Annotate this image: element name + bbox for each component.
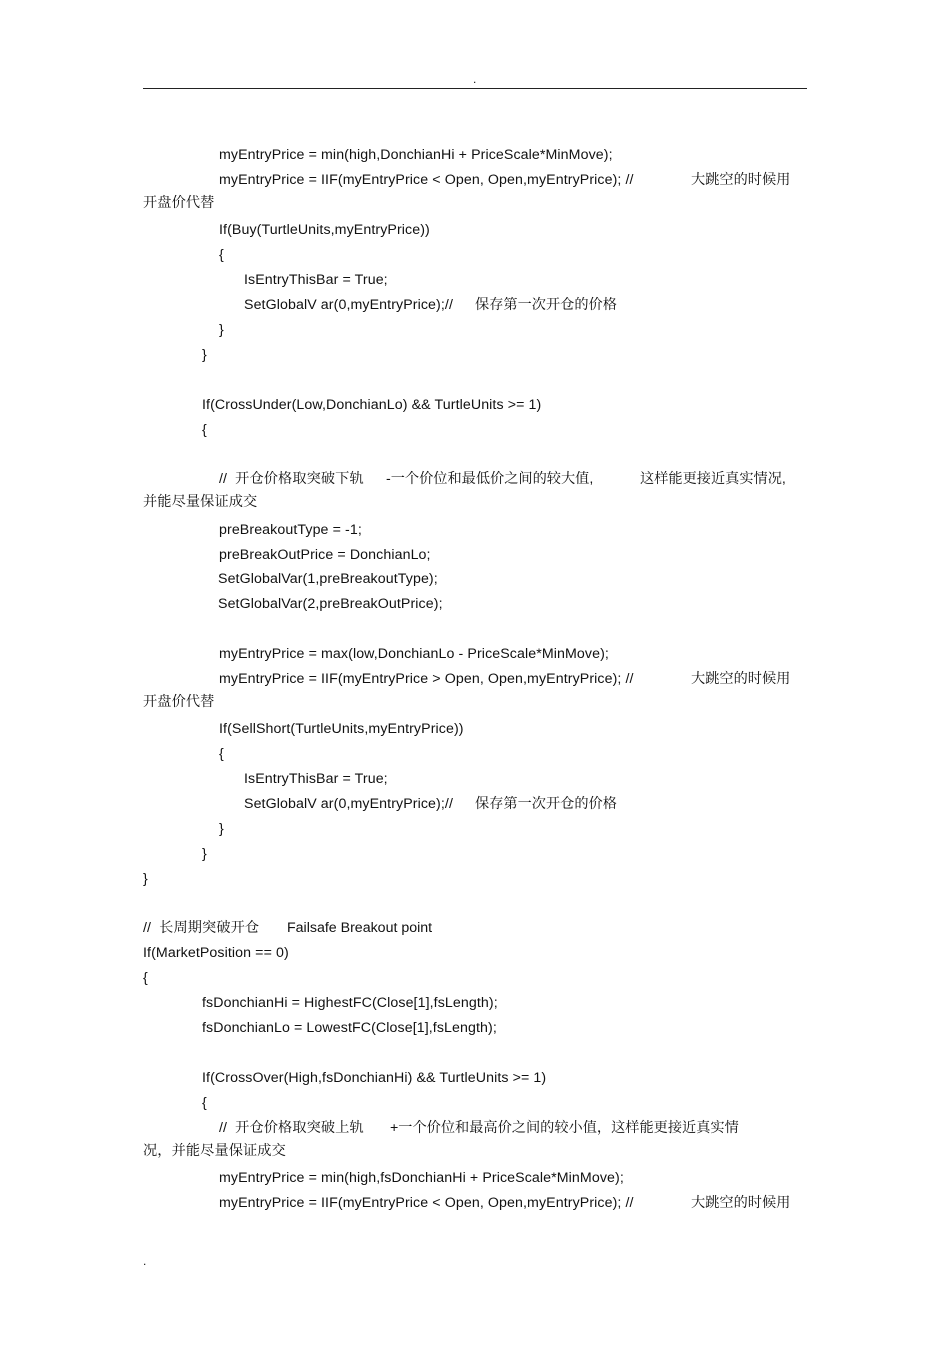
code-line: fsDonchianLo = LowestFC(Close[1],fsLength); <box>202 1020 497 1036</box>
code-line: { <box>143 970 148 986</box>
footer-mark: . <box>143 1254 147 1268</box>
header-mark: . <box>473 72 477 86</box>
code-comment: +一个价位和最高价之间的较小值，这样能更接近真实情 <box>390 1120 739 1136</box>
code-line: SetGlobalV ar(0,myEntryPrice);// <box>244 796 453 812</box>
code-line: { <box>202 422 207 438</box>
code-line: } <box>219 821 224 837</box>
code-line: // 开仓价格取突破下轨 <box>219 471 364 487</box>
code-line: preBreakoutType = -1; <box>219 522 362 538</box>
header-rule <box>143 88 807 89</box>
code-line: { <box>219 746 224 762</box>
code-line: } <box>143 871 148 887</box>
code-comment: Failsafe Breakout point <box>287 920 433 936</box>
code-line: SetGlobalV ar(0,myEntryPrice);// <box>244 297 453 313</box>
code-comment: 保存第一次开仓的价格 <box>475 297 617 313</box>
code-line: { <box>202 1095 207 1111</box>
code-line: 况，并能尽量保证成交 <box>143 1143 286 1159</box>
code-line: } <box>202 347 207 363</box>
code-line: // 长周期突破开仓 <box>143 920 260 936</box>
code-line: SetGlobalVar(2,preBreakOutPrice); <box>218 596 443 612</box>
code-line: If(CrossUnder(Low,DonchianLo) && TurtleUnits >= 1) <box>202 397 542 413</box>
code-line: myEntryPrice = IIF(myEntryPrice < Open, Open,myEntryPrice); // <box>219 172 634 188</box>
code-line: // 开仓价格取突破上轨 <box>219 1120 364 1136</box>
code-line: myEntryPrice = IIF(myEntryPrice < Open, Open,myEntryPrice); // <box>219 1195 634 1211</box>
code-line: IsEntryThisBar = True; <box>244 771 388 787</box>
code-comment: 大跳空的时候用 <box>691 172 791 188</box>
code-comment: 这样能更接近真实情况, <box>640 471 786 487</box>
code-line: 开盘价代替 <box>143 694 215 710</box>
code-line: 并能尽量保证成交 <box>143 494 258 510</box>
code-line: myEntryPrice = min(high,fsDonchianHi + PriceScale*MinMove); <box>219 1170 624 1186</box>
code-line: myEntryPrice = min(high,DonchianHi + PriceScale*MinMove); <box>219 147 613 163</box>
code-line: } <box>202 846 207 862</box>
code-line: 开盘价代替 <box>143 195 215 211</box>
code-line: SetGlobalVar(1,preBreakoutType); <box>218 571 438 587</box>
code-comment: 大跳空的时候用 <box>691 671 791 687</box>
code-line: myEntryPrice = max(low,DonchianLo - PriceScale*MinMove); <box>219 646 609 662</box>
code-line: myEntryPrice = IIF(myEntryPrice > Open, Open,myEntryPrice); // <box>219 671 634 687</box>
code-comment: -一个价位和最低价之间的较大值, <box>386 471 594 487</box>
code-line: } <box>219 322 224 338</box>
code-line: If(CrossOver(High,fsDonchianHi) && TurtleUnits >= 1) <box>202 1070 547 1086</box>
code-comment: 保存第一次开仓的价格 <box>475 796 617 812</box>
code-line: If(MarketPosition == 0) <box>143 945 289 961</box>
code-line: { <box>219 247 224 263</box>
code-line: preBreakOutPrice = DonchianLo; <box>219 547 431 563</box>
code-line: If(Buy(TurtleUnits,myEntryPrice)) <box>219 222 430 238</box>
code-line: If(SellShort(TurtleUnits,myEntryPrice)) <box>219 721 464 737</box>
code-comment: 大跳空的时候用 <box>691 1195 791 1211</box>
code-line: IsEntryThisBar = True; <box>244 272 388 288</box>
code-line: fsDonchianHi = HighestFC(Close[1],fsLength); <box>202 995 498 1011</box>
